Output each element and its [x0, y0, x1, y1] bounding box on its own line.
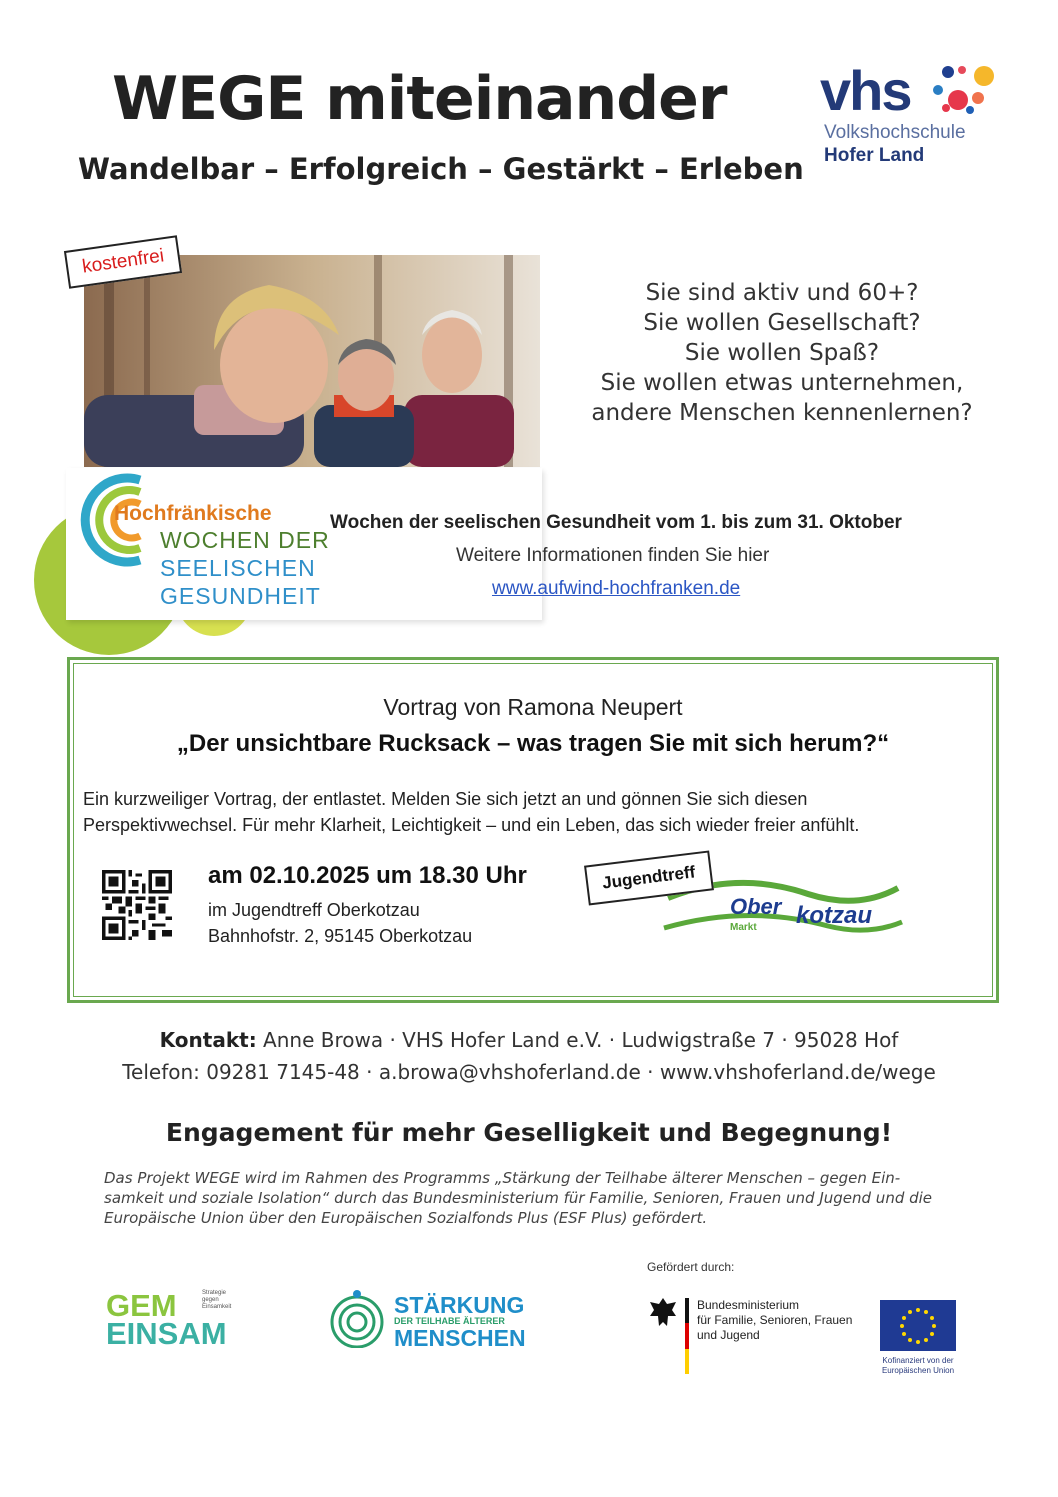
contact-label: Kontakt:	[159, 1028, 257, 1052]
wochen-logo-line3: SEELISCHEN	[160, 555, 316, 581]
contact-address: Anne Browa · VHS Hofer Land e.V. · Ludwigstraße 7 · 95028 Hof	[256, 1028, 899, 1052]
gem-small-3: Einsamkeit	[202, 1304, 232, 1310]
bmf-line1: Bundesministerium	[697, 1298, 800, 1312]
bmf-line3: und Jugend	[697, 1328, 760, 1342]
event-location-line1: im Jugendtreff Oberkotzau	[208, 900, 420, 920]
wochen-logo-text	[114, 502, 330, 610]
eu-flag-icon	[880, 1300, 956, 1351]
event-description-line2: Perspektivwechsel. Für mehr Klarheit, Leichtigkeit – und ein Leben, das sich wieder freier anfühlt.	[83, 815, 860, 835]
staerkung-logo-line1: STÄRKUNG	[394, 1292, 525, 1318]
wochen-logo-line2: WOCHEN DER	[160, 527, 330, 553]
vhs-logo-line1: Volkshochschule	[824, 122, 966, 143]
eu-line2: Europäischen Union	[881, 1366, 955, 1375]
question-5: andere Menschen kennenlernen?	[591, 400, 973, 426]
event-description-line1: Ein kurzweiliger Vortrag, der entlastet. Melden Sie sich jetzt an und gönnen Sie sich diesen	[83, 789, 808, 809]
funding-line3: Europäische Union über den Europäischen Sozialfonds Plus (ESF Plus) gefördert.	[104, 1209, 708, 1227]
question-1: Sie sind aktiv und 60+?	[645, 280, 919, 306]
staerkung-logo-line2: DER TEILHABE ÄLTERER	[394, 1316, 505, 1326]
event-location-line2: Bahnhofstr. 2, 95145 Oberkotzau	[208, 926, 473, 946]
event-description	[83, 786, 983, 838]
wochen-logo-line1: Hochfränkische	[114, 502, 272, 525]
vhs-logo-word: vhs	[820, 59, 911, 122]
jugendtreff-badge: Jugendtreff	[584, 851, 713, 906]
wochen-link[interactable]: www.aufwind-hochfranken.de	[492, 578, 741, 599]
wochen-logo-line4: GESUNDHEIT	[160, 583, 321, 609]
oberkotzau-logo-small: Markt	[730, 922, 757, 933]
question-2: Sie wollen Gesellschaft?	[643, 310, 921, 336]
kostenfrei-badge: kostenfrei	[64, 235, 183, 289]
oberkotzau-logo-second: kotzau	[796, 902, 873, 929]
seniors-photo	[84, 255, 540, 467]
contact-line1	[0, 1028, 1058, 1052]
hero-questions	[562, 278, 1002, 428]
wochen-info-text: Weitere Informationen finden Sie hier	[456, 545, 770, 566]
contact-line2: Telefon: 09281 7145-48 · a.browa@vhshoferland.de · www.vhshoferland.de/wege	[122, 1060, 936, 1084]
vhs-logo-line2: Hofer Land	[824, 145, 925, 166]
question-3: Sie wollen Spaß?	[684, 340, 880, 366]
oberkotzau-logo-main: Ober	[730, 894, 782, 919]
event-box	[67, 657, 999, 1003]
bmfsfj-logo-text	[697, 1298, 852, 1343]
german-flag-bar-icon	[685, 1298, 689, 1374]
funding-line2: samkeit und soziale Isolation“ durch das Bundesministerium für Familie, Senioren, Frauen und Jugend und die	[104, 1189, 933, 1207]
staerkung-logo-line3: MENSCHEN	[394, 1325, 526, 1351]
vhs-dots-icon	[928, 60, 1000, 118]
gemeinsam-logo-line2: EINSAM	[106, 1316, 227, 1351]
qr-code-icon[interactable]	[102, 870, 172, 940]
vhs-logo	[820, 58, 1000, 173]
wochen-info	[330, 512, 950, 600]
gefoerdert-label: Gefördert durch:	[647, 1260, 735, 1274]
funding-line1: Das Projekt WEGE wird im Rahmen des Programms „Stärkung der Teilhabe älterer Menschen – gegen Ein-	[104, 1169, 901, 1187]
gemeinsam-logo-line1: GEM	[106, 1288, 177, 1323]
federal-eagle-icon	[648, 1296, 678, 1330]
event-date: am 02.10.2025 um 18.30 Uhr	[208, 862, 527, 889]
wochen-headline: Wochen der seelischen Gesundheit vom 1. bis zum 31. Oktober	[330, 512, 902, 533]
bmf-line2: für Familie, Senioren, Frauen	[697, 1313, 853, 1327]
gem-small-1: Strategie	[202, 1290, 227, 1296]
gem-small-2: gegen	[202, 1297, 219, 1303]
eu-line1: Kofinanziert von der	[882, 1356, 954, 1365]
question-4: Sie wollen etwas unternehmen,	[600, 370, 964, 396]
funding-text	[104, 1168, 964, 1228]
staerkung-circles-icon	[328, 1290, 386, 1348]
page-subtitle: Wandelbar – Erfolgreich – Gestärkt – Erleben	[78, 152, 804, 186]
event-speaker: Vortrag von Ramona Neupert	[383, 694, 683, 720]
event-title: „Der unsichtbare Rucksack – was tragen Sie mit sich herum?“	[176, 730, 890, 757]
gemeinsam-logo-small	[202, 1290, 231, 1311]
engagement-heading: Engagement für mehr Geselligkeit und Begegnung!	[165, 1118, 893, 1147]
page-title: WEGE miteinander	[112, 64, 727, 134]
eu-cofinanced-text	[870, 1356, 966, 1376]
